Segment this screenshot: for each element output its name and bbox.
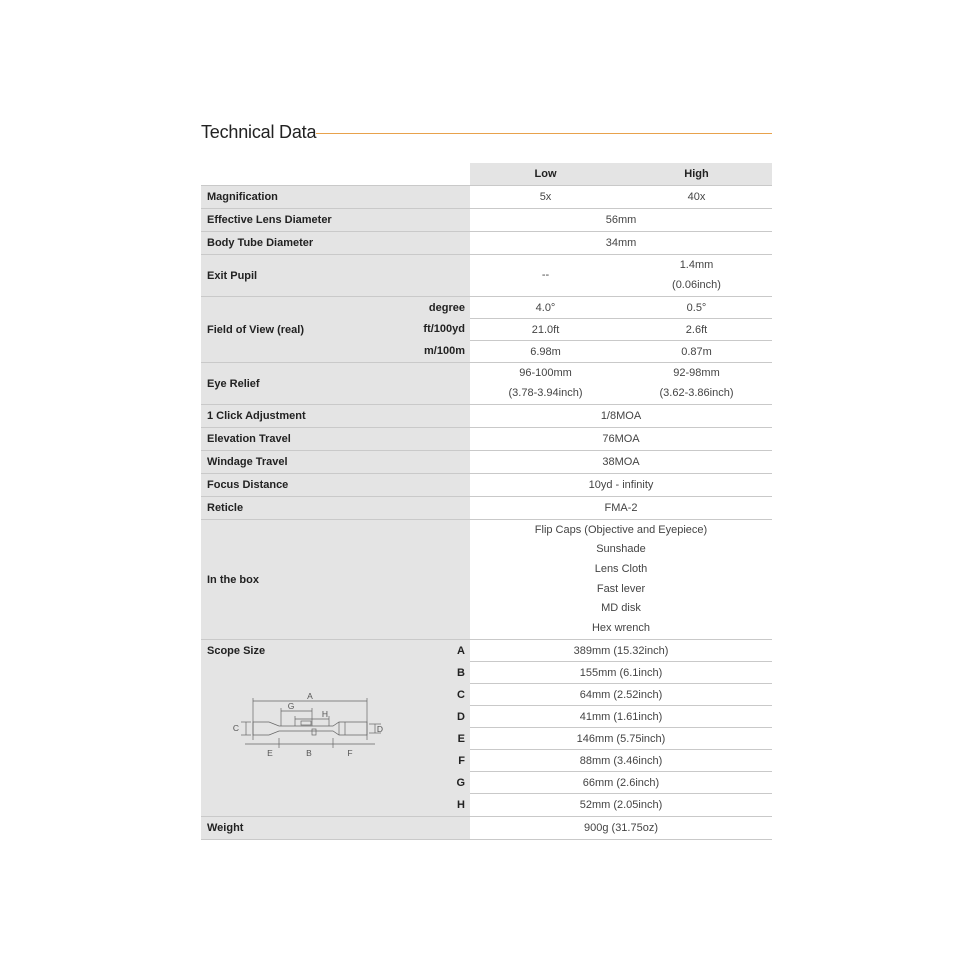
value: 34mm xyxy=(605,237,637,249)
fov-unit-m: m/100m xyxy=(424,345,465,357)
value: 38MOA xyxy=(602,456,640,468)
fov-unit-degree: degree xyxy=(428,301,465,314)
fov-ft-high: 2.6ft xyxy=(685,323,708,336)
diagram-label-h: H xyxy=(321,709,329,719)
row-reticle xyxy=(201,497,772,520)
row-label: Magnification xyxy=(207,191,278,203)
diagram-label-a: A xyxy=(307,692,313,701)
fov-degree-low: 4.0° xyxy=(535,301,556,314)
value: 56mm xyxy=(605,214,637,226)
value: 900g (31.75oz) xyxy=(584,822,658,834)
row-elevation-travel xyxy=(201,428,772,451)
fov-degree-high: 0.5° xyxy=(686,301,707,314)
dim-value-g: 66mm (2.6inch) xyxy=(470,772,772,794)
page-title: Technical Data xyxy=(201,122,317,142)
row-in-the-box xyxy=(201,520,772,640)
value: 76MOA xyxy=(602,433,640,445)
fov-unit-ft: ft/100yd xyxy=(423,323,465,335)
row-label: Exit Pupil xyxy=(207,269,258,282)
row-label: Focus Distance xyxy=(207,479,289,491)
row-field-of-view xyxy=(201,297,772,363)
dim-value-h: 52mm (2.05inch) xyxy=(579,798,663,811)
dim-value-d: 41mm (1.61inch) xyxy=(470,706,772,728)
list-item: Fast lever xyxy=(596,582,646,595)
dim-value-c: 64mm (2.52inch) xyxy=(470,684,772,706)
row-label: In the box xyxy=(207,573,259,586)
row-label: Body Tube Diameter xyxy=(207,237,314,249)
row-label: Scope Size xyxy=(207,645,266,657)
row-exit-pupil xyxy=(201,255,772,297)
fov-m-high: 0.87m xyxy=(681,345,712,358)
dim-value-b: 155mm (6.1inch) xyxy=(470,662,772,684)
header-row xyxy=(201,163,772,186)
row-weight xyxy=(201,817,772,840)
list-item: Hex wrench xyxy=(591,621,651,634)
dim-key-b: B xyxy=(457,667,465,679)
dim-value-a: 389mm (15.32inch) xyxy=(470,640,772,662)
dim-key-a: A xyxy=(457,645,465,657)
diagram-label-f: F xyxy=(347,748,353,758)
row-label: Eye Relief xyxy=(207,377,260,390)
header-high: High xyxy=(684,168,709,180)
value-low-line1: 96-100mm xyxy=(519,367,572,379)
fov-ft-low: 21.0ft xyxy=(531,323,560,336)
diagram-label-b: B xyxy=(306,748,312,758)
diagram-label-c: C xyxy=(232,723,240,733)
value-high: 40x xyxy=(687,191,706,203)
value: FMA-2 xyxy=(604,502,638,514)
row-lens-diameter xyxy=(201,209,772,232)
row-tube-diameter xyxy=(201,232,772,255)
list-item: Sunshade xyxy=(596,543,646,556)
dim-value-e: 146mm (5.75inch) xyxy=(470,728,772,750)
value: 1/8MOA xyxy=(600,410,642,422)
row-label: Windage Travel xyxy=(207,456,288,468)
row-eye-relief xyxy=(201,363,772,405)
dim-value-f: 88mm (3.46inch) xyxy=(470,750,772,772)
dim-key-h: H xyxy=(457,799,465,811)
row-windage-travel xyxy=(201,451,772,474)
dim-key-d: D xyxy=(457,711,465,723)
dim-key-c: C xyxy=(457,689,465,701)
row-label: Effective Lens Diameter xyxy=(207,214,332,226)
value-high-line2: (3.62-3.86inch) xyxy=(659,386,734,399)
dim-key-g: G xyxy=(456,777,465,789)
row-scope-size xyxy=(201,640,772,817)
header-low: Low xyxy=(534,168,557,180)
row-label: Elevation Travel xyxy=(207,433,291,445)
diagram-label-e: E xyxy=(267,748,273,758)
diagram-label-d: D xyxy=(376,724,384,734)
fov-m-low: 6.98m xyxy=(530,345,561,358)
row-label: 1 Click Adjustment xyxy=(207,410,306,422)
diagram-label-g: G xyxy=(287,701,295,711)
row-label: Field of View (real) xyxy=(207,323,304,336)
dim-key-e: E xyxy=(457,733,465,745)
row-click-adjustment xyxy=(201,405,772,428)
value-low-line2: (3.78-3.94inch) xyxy=(508,386,583,399)
value: 10yd - infinity xyxy=(588,479,654,491)
row-magnification xyxy=(201,186,772,209)
row-label: Reticle xyxy=(207,502,244,514)
title-rule xyxy=(316,133,772,134)
row-focus-distance xyxy=(201,474,772,497)
list-item: Lens Cloth xyxy=(594,562,648,575)
value-low: 5x xyxy=(539,191,552,203)
scope-diagram xyxy=(225,692,385,762)
list-item: MD disk xyxy=(601,602,641,615)
value-high-line1: 92-98mm xyxy=(673,367,720,379)
spec-table xyxy=(201,163,772,840)
row-label: Weight xyxy=(207,822,244,834)
header-blank xyxy=(201,163,470,185)
value-high-line2: (0.06inch) xyxy=(672,278,721,291)
in-box-list xyxy=(470,521,772,639)
value-high-line1: 1.4mm xyxy=(679,259,714,271)
value-low: -- xyxy=(541,268,550,281)
list-item: Flip Caps (Objective and Eyepiece) xyxy=(534,523,708,536)
dim-key-f: F xyxy=(458,755,465,767)
